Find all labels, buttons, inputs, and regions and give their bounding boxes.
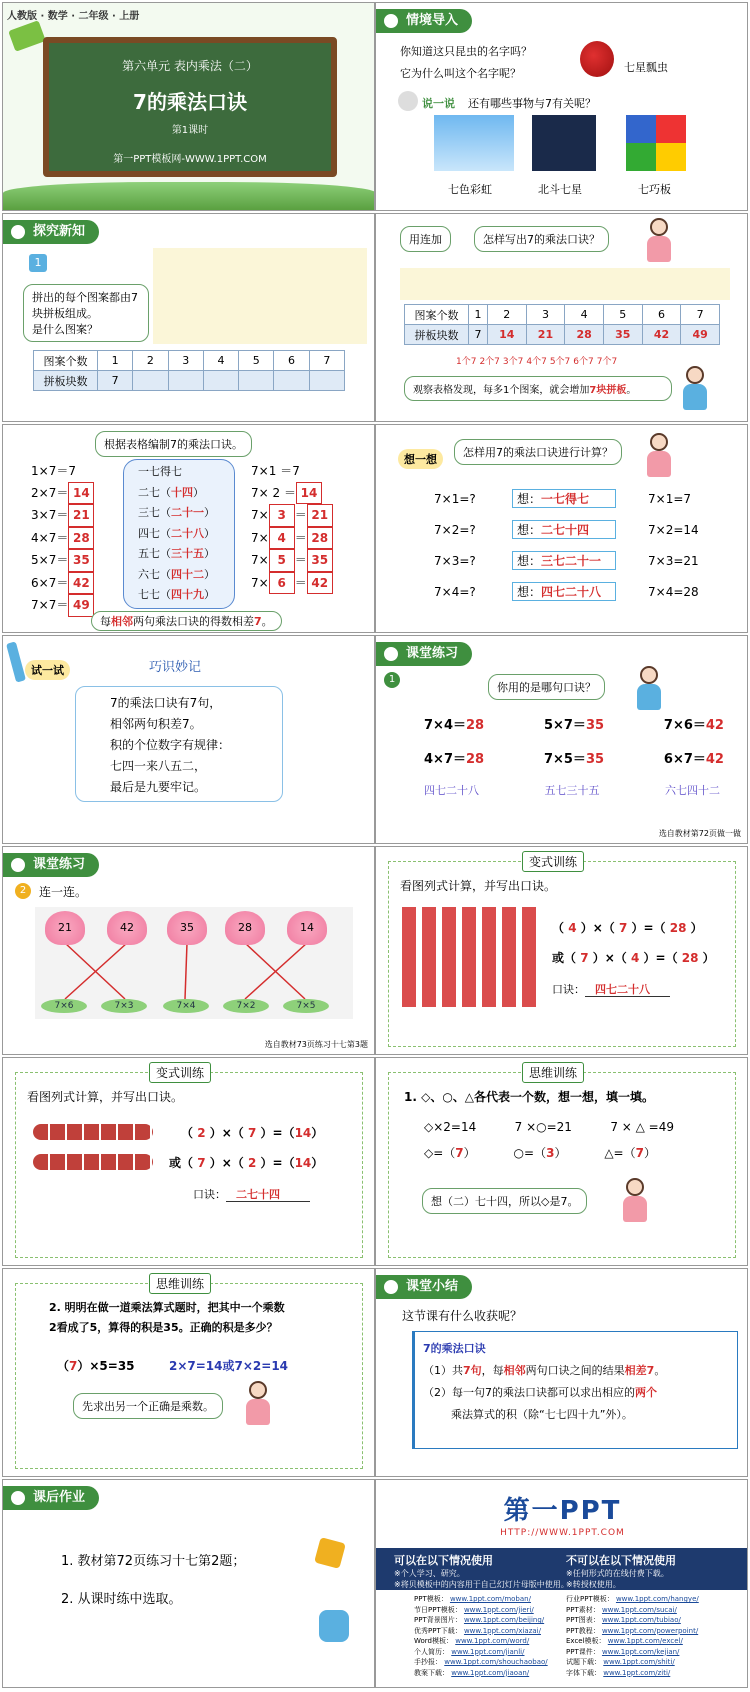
right-equations: 7×1 ＝7 7× 2 ＝ 14 7× 3 ＝ 21 7× 4 ＝ 28 7× 5 ＝ 35 7× 6 ＝ 42 xyxy=(251,461,333,594)
pencil-icon xyxy=(6,641,26,682)
say-text: 还有哪些事物与7有关呢？ xyxy=(468,97,596,110)
slide-16-credits[interactable] xyxy=(375,1479,748,1688)
slide-1-title[interactable] xyxy=(2,2,375,211)
links-left: PPT模板： www.1ppt.com/moban/ 节日PPT模板： www.1ppt.com/jieri/ PPT背景图片： www.1ppt.com/beijing/ 优秀PPT下载： www.1ppt.com/xiazai/ Word模板： www.1ppt.com/word/ 个人简历： www.1ppt.com/jianli/ 手抄报： www.1ppt.com/shouchaobao/ 教案下载： www.1ppt.com/jiaoan/ xyxy=(414,1595,548,1677)
observation-bubble: 观察表格发现，每多1个图案，就会增加7块拼板。 xyxy=(404,376,672,401)
lesson-number: 第1课时 xyxy=(171,125,209,136)
rhyme-box: 一七得七 二七（十四） 三七（二十一） 四七（二十八） 五七（三十五） 六七（四十二） 七七（四十九） xyxy=(123,459,235,609)
eq-2: 或（ 7 ）×（ 2 ）=（14） xyxy=(169,1156,324,1170)
stationery-icon xyxy=(314,1537,346,1569)
slide-13-thinking[interactable] xyxy=(2,1268,375,1477)
pattern-table: 图案个数 1 2 3 4 5 6 7 拼板块数 7 xyxy=(33,350,345,391)
summary-question: 这节课有什么收获呢？ xyxy=(402,1309,523,1323)
slide-6-think[interactable] xyxy=(375,424,748,633)
mnemonic-title: 巧识妙记 xyxy=(149,660,202,675)
link[interactable]: www.1ppt.com/word/ xyxy=(455,1637,530,1645)
item-tangram: 七巧板 xyxy=(638,183,671,196)
task-text: 1. ◇、○、△各代表一个数，想一想，填一填。 xyxy=(404,1090,655,1104)
section-tag: 课堂练习 xyxy=(3,853,99,877)
section-tag: 情境导入 xyxy=(376,9,472,33)
link[interactable]: www.1ppt.com/xiazai/ xyxy=(463,1626,541,1635)
eq-1: （ 4 ）×（ 7 ）=（ 28 ） xyxy=(552,921,703,935)
think-label: 想一想 xyxy=(398,449,443,469)
link[interactable]: www.1ppt.com/ziti/ xyxy=(603,1668,671,1677)
insect-name: 七星瓢虫 xyxy=(624,61,668,74)
eq-1: （7）×5=35 xyxy=(57,1359,135,1373)
source-note: 选自教材73页练习十七第3题 xyxy=(264,1040,368,1049)
rainbow-image xyxy=(434,115,514,171)
rhyme-line: 口诀： 四七二十八 xyxy=(552,981,670,997)
slide-14-summary[interactable] xyxy=(375,1268,748,1477)
link[interactable]: www.1ppt.com/tubiao/ xyxy=(601,1616,681,1624)
banner: 根据表格编制7的乘法口诀。 xyxy=(95,431,252,457)
rhyme-line: 口诀： 二七十四 xyxy=(193,1186,310,1202)
series-label: 人教版 · 数学 · 二年级 · 上册 xyxy=(7,11,140,22)
lotus-flower: 35 xyxy=(167,911,207,945)
eq-1: （ 2 ）×（ 7 ）=（14） xyxy=(181,1126,324,1140)
eq-2: 或（ 7 ）×（ 4 ）=（ 28 ） xyxy=(552,951,715,965)
flower-icon xyxy=(9,223,27,241)
section-tag: 变式训练 xyxy=(149,1062,211,1083)
question-bubble: 你用的是哪句口诀？ xyxy=(488,674,605,700)
speech-bubble: 拼出的每个图案都由7块拼板组成。 是什么图案？ xyxy=(23,284,149,342)
full-table: 图案个数 1 2 3 4 5 6 7 拼板块数 7 14 21 28 35 42 49 xyxy=(404,304,720,345)
left-equations: 1×7＝7 2×7＝ 14 3×7＝ 21 4×7＝ 28 5×7＝ 35 6×7＝ 42 7×7＝ 49 xyxy=(31,461,94,617)
note-bubble: 每相邻两句乘法口诀的得数相差7。 xyxy=(91,611,282,631)
boy-avatar xyxy=(634,666,664,712)
grass-decoration xyxy=(3,182,375,210)
slide-4-table[interactable] xyxy=(375,213,748,422)
homework-item: 1. 教材第72页练习十七第2题； xyxy=(61,1554,246,1569)
slide-3-explore[interactable] xyxy=(2,213,375,422)
task-text: 连一连。 xyxy=(39,885,88,899)
girl-avatar xyxy=(644,218,674,264)
link[interactable]: www.1ppt.com/jiaoan/ xyxy=(451,1668,530,1677)
girl-avatar xyxy=(620,1178,650,1224)
slide-12-thinking[interactable] xyxy=(375,1057,748,1266)
slide-15-homework[interactable] xyxy=(2,1479,375,1688)
girl-avatar xyxy=(243,1381,273,1427)
flower-icon xyxy=(9,856,27,874)
step-badge: 2 xyxy=(15,883,31,899)
link[interactable]: www.1ppt.com/shouchaobao/ xyxy=(444,1658,548,1666)
link[interactable]: www.1ppt.com/jianli/ xyxy=(451,1647,525,1656)
flower-icon xyxy=(9,1489,27,1507)
flower-icon xyxy=(382,1278,400,1296)
hint-bubble: 先求出另一个正确是乘数。 xyxy=(73,1393,223,1419)
question-bubble: 怎样写出7的乘法口诀？ xyxy=(474,226,609,252)
lotus-flower: 28 xyxy=(225,911,265,945)
boy-avatar xyxy=(680,366,710,412)
link[interactable]: www.1ppt.com/powerpoint/ xyxy=(601,1626,699,1635)
chalkboard xyxy=(43,37,337,177)
rhyme-row: 四七二十八 五七三十五 六七四十二 xyxy=(424,784,720,797)
lotus-flower: 14 xyxy=(287,911,327,945)
balls-row-1 xyxy=(33,1124,153,1140)
lily-leaf: 7×4 xyxy=(163,999,209,1013)
eq-row-2: 4×7＝28 7×5＝35 6×7＝42 xyxy=(424,752,724,767)
link[interactable]: www.1ppt.com/beijing/ xyxy=(463,1616,545,1624)
girl-avatar xyxy=(644,433,674,479)
caps-grid xyxy=(402,907,538,1007)
slide-11-variant[interactable] xyxy=(2,1057,375,1266)
section-tag: 思维训练 xyxy=(149,1273,211,1294)
question-bubble: 怎样用7的乘法口诀进行计算？ xyxy=(454,439,622,465)
lily-leaf: 7×2 xyxy=(223,999,269,1013)
ladybug-icon xyxy=(580,41,614,77)
balls-row-2 xyxy=(33,1154,153,1170)
task-line-1: 2. 明明在做一道乘法算式题时，把其中一个乘数 xyxy=(49,1301,285,1314)
summary-box: 7的乘法口诀 （1）共7句，每相邻两句口诀之间的结果相差7。 （2）每一句7的乘法口诀都可以求出相应的两个 乘法算式的积（除“七七四十九”外）。 xyxy=(412,1331,738,1449)
slide-2-intro[interactable] xyxy=(375,2,748,211)
site-credit: 第一PPT模板网-WWW.1PPT.COM xyxy=(113,154,267,165)
lesson-title: 7的乘法口诀 xyxy=(133,90,247,114)
homework-item: 2. 从课时练中选取。 xyxy=(61,1592,182,1607)
tangram-patterns xyxy=(153,248,367,344)
say-icon xyxy=(398,91,418,111)
step-badge: 1 xyxy=(384,672,400,688)
ruler-icon xyxy=(8,20,46,52)
eq-row-1: 7×4＝28 5×7＝35 7×6＝42 xyxy=(424,718,724,733)
task-text: 看图列式计算，并写出口诀。 xyxy=(400,879,557,893)
slide-9-connect[interactable] xyxy=(2,846,375,1055)
mnemonic-box: 7的乘法口诀有7句， 相邻两句积差7。 积的个位数字有规律： 七四一来八五二， 最后是九要牢记。 xyxy=(75,686,283,802)
left-bubble: 用连加 xyxy=(400,226,451,252)
lily-leaf: 7×6 xyxy=(41,999,87,1013)
section-tag: 思维训练 xyxy=(522,1062,584,1083)
eq-row-2: ◇=（7） ○=（3） △=（7） xyxy=(424,1146,656,1160)
link[interactable]: www.1ppt.com/sucai/ xyxy=(601,1605,677,1614)
lily-leaf: 7×5 xyxy=(283,999,329,1013)
links-right: 行业PPT模板： www.1ppt.com/hangye/ PPT素材： www.1ppt.com/sucai/ PPT图表： www.1ppt.com/tubiao/ PPT教程： www.1ppt.com/powerpoint/ Excel模板： www.1ppt.com/excel/ PPT课件： www.1ppt.com/kejian/ 试题下载： www.1ppt.com/shiti/ 字体下载： www.1ppt.com/ziti/ xyxy=(566,1595,699,1677)
slide-5-compose[interactable] xyxy=(2,424,375,633)
link[interactable]: www.1ppt.com/hangye/ xyxy=(615,1595,699,1603)
link[interactable]: www.1ppt.com/moban/ xyxy=(449,1595,531,1603)
lotus-flower: 42 xyxy=(107,911,147,945)
think-rows: 7×1=? 想：一七得七 7×1=7 7×2=? 想：二七十四 7×2=14 7×3=? 想：三七二十一 7×3=21 7×4=? 想：四七二十八 7×4=28 xyxy=(434,483,699,607)
try-label: 试一试 xyxy=(25,660,70,680)
section-tag: 探究新知 xyxy=(3,220,99,244)
lotus-flower: 21 xyxy=(45,911,85,945)
brand-url: HTTP://WWW.1PPT.COM xyxy=(500,1528,625,1538)
item-rainbow: 七色彩虹 xyxy=(448,183,492,196)
link[interactable]: www.1ppt.com/excel/ xyxy=(607,1637,683,1645)
section-tag: 课堂小结 xyxy=(376,1275,472,1299)
slide-10-variant[interactable] xyxy=(375,846,748,1055)
lily-leaf: 7×3 xyxy=(101,999,147,1013)
source-note: 选自教材第72页做一做 xyxy=(658,829,741,838)
hint-bubble: 想（二）七十四，所以◇是7。 xyxy=(422,1188,587,1214)
row-header: 拼板块数 xyxy=(34,371,98,391)
say-label: 说一说 xyxy=(422,97,455,110)
sevens-strip: 1个7 2个7 3个7 4个7 5个7 6个7 7个7 xyxy=(456,357,618,367)
flower-icon xyxy=(382,645,400,663)
link[interactable]: www.1ppt.com/jieri/ xyxy=(463,1605,534,1614)
tangram-strip xyxy=(400,268,730,300)
section-tag: 变式训练 xyxy=(522,851,584,872)
link[interactable]: www.1ppt.com/shiti/ xyxy=(603,1658,675,1666)
section-tag: 课堂练习 xyxy=(376,642,472,666)
flower-icon xyxy=(382,12,400,30)
bag-icon xyxy=(319,1610,349,1642)
eq-row-1: ◇×2=14 7 ×○=21 7 × △ =49 xyxy=(424,1120,674,1134)
big-dipper-image xyxy=(532,115,596,171)
brand-logo: 第一PPT xyxy=(503,1496,622,1526)
task-text: 看图列式计算，并写出口诀。 xyxy=(27,1090,184,1104)
section-tag: 课后作业 xyxy=(3,1486,99,1510)
question-2: 它为什么叫这个名字呢？ xyxy=(400,67,521,80)
eq-2: 2×7=14或7×2=14 xyxy=(169,1359,289,1373)
question-1: 你知道这只昆虫的名字吗？ xyxy=(400,45,532,58)
usage-panel: 可以在以下情况使用 ※个人学习、研究。 ※将贝模板中的内容用于自己幻灯片母版中使用。 不可以在以下情况使用 ※任何形式的在线付费下载。 ※转授权使用。 xyxy=(376,1548,748,1590)
step-badge: 1 xyxy=(29,254,47,272)
link[interactable]: www.1ppt.com/kejian/ xyxy=(601,1647,680,1656)
task-line-2: 2看成了5，算得的积是35。正确的积是多少？ xyxy=(49,1321,278,1334)
item-big-dipper: 北斗七星 xyxy=(538,183,582,196)
slide-7-try[interactable] xyxy=(2,635,375,844)
unit-title: 第六单元 表内乘法（二） xyxy=(122,59,258,73)
row-header: 图案个数 xyxy=(34,351,98,371)
tangram-image xyxy=(626,115,686,171)
slide-8-practice[interactable] xyxy=(375,635,748,844)
